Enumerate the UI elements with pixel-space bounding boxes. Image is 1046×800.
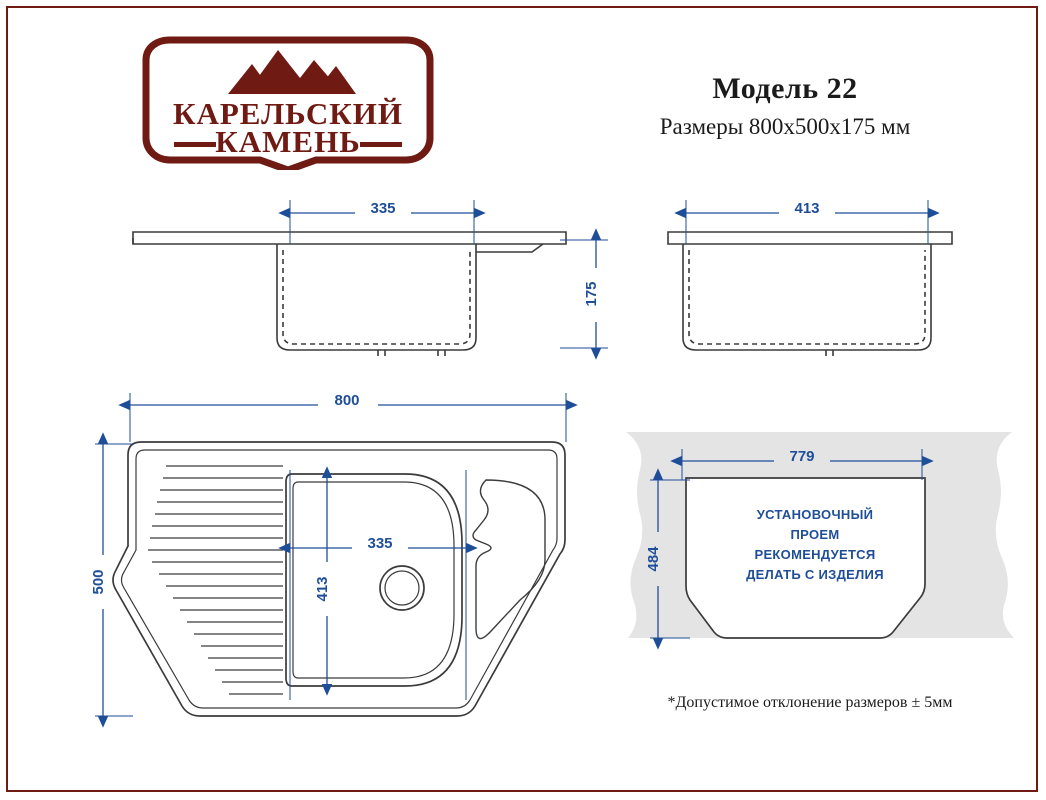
dim-cutout-width-label: 779 [789,448,815,465]
dim-bowl-height-label: 413 [314,576,331,602]
dim-bowl-width-label: 335 [367,535,393,552]
page-title: Модель 22 [712,72,858,105]
top-inner-outline [122,450,558,708]
tolerance-footnote: *Допустимое отклонение размеров ± 5мм [667,694,953,711]
install-note [700,505,930,586]
install-note-line-2: ПРОЕМ [790,527,840,543]
dim-top-width-label: 800 [334,392,360,409]
dim-front-depth [560,240,608,348]
side-bowl-inner [689,250,925,344]
front-bowl-inner [283,250,470,344]
dim-top-width [130,391,566,442]
front-drainboard [476,244,543,252]
drain-hole [380,566,424,610]
install-note-line-1: УСТАНОВОЧНЫЙ [756,507,874,522]
top-outer-outline [113,442,565,716]
top-view [113,442,565,716]
dim-side-width-label: 413 [794,200,820,217]
dim-top-height [90,444,133,716]
front-foot-left [378,350,385,356]
top-bowl-outline [286,474,462,686]
front-section-view [133,232,566,356]
dim-front-depth-label: 175 [583,281,600,307]
dim-front-width-label: 335 [370,200,396,217]
side-countertop [668,232,952,244]
side-foot [826,350,833,356]
front-bowl-outline [277,244,476,350]
top-tap-ledge [473,480,545,639]
front-countertop [133,232,566,244]
side-section-view [668,232,952,356]
brand-line-2: КАМЕНЬ [215,124,361,159]
side-bowl-outline [683,244,931,350]
drainboard-ribs [148,466,283,694]
front-foot-right [438,350,445,356]
page-subtitle: Размеры 800x500x175 мм [659,113,911,139]
dim-bowl-height [314,478,336,684]
dim-cutout-height-label: 484 [645,546,662,572]
dim-top-height-label: 500 [90,569,107,595]
install-note-line-3: РЕКОМЕНДУЕТСЯ [754,547,876,563]
brand-line-1: КАРЕЛЬСКИЙ [173,96,403,131]
install-note-line-4: ДЕЛАТЬ С ИЗДЕЛИЯ [746,567,884,583]
drain-hole-inner [385,571,419,605]
